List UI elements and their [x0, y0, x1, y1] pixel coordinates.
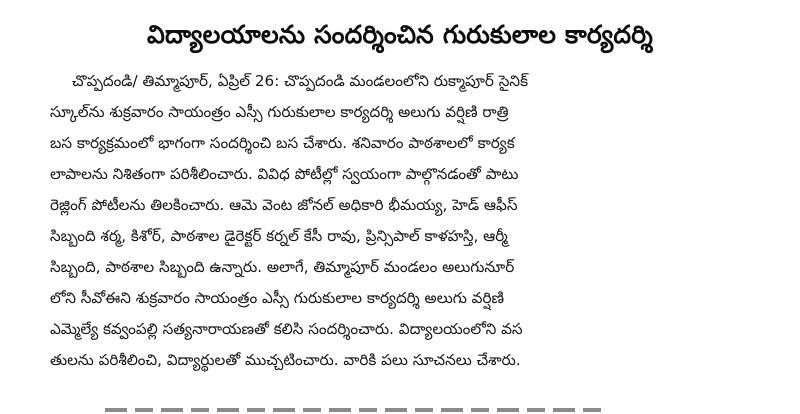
article-headline: విద్యాలయాలను సందర్శించిన గురుకులాల కార్యదర్శి — [147, 20, 653, 49]
cropped-next-line — [105, 402, 605, 414]
article-body — [50, 66, 730, 376]
article-line-1: చొప్పదండి/ తిమ్మాపూర్, ఏప్రిల్ 26: చొప్పదండి మండలంలోని రుక్మాపూర్ సైనిక్ — [72, 72, 528, 90]
article-line-5: రెజ్లింగ్ పోటీలను తిలకించారు. ఆమె వెంట జోనల్ అధికారి భీమయ్య, హెడ్ ఆఫీస్ — [50, 196, 518, 214]
article-line-3: బస కార్యక్రమంలో భాగంగా సందర్శించి బస చేశారు. శనివారం పాఠశాలలో కార్యక — [50, 134, 515, 152]
article-line-7: సిబ్బంది, పాఠశాల సిబ్బంది ఉన్నారు. అలాగే, తిమ్మాపూర్ మండలం అలుగునూర్ — [50, 258, 515, 276]
article-line-4: లాపాలను నిశితంగా పరిశీలించారు. వివిధ పోటీల్లో స్వయంగా పాల్గొనడంతో పాటు — [50, 165, 519, 183]
article-line-6: సిబ్బంది శర్మ, కిశోర్, పాఠశాల డైరెక్టర్ కర్నల్ కేసీ రావు, ప్రిన్సిపాల్ కాళహస్తి, ఆర్మీ — [50, 227, 508, 245]
article-line-10: తులను పరిశీలించి, విద్యార్థులతో ముచ్చటించారు. వారికి పలు సూచనలు చేశారు. — [50, 351, 521, 369]
article-line-2: స్కూల్‌ను శుక్రవారం సాయంత్రం ఎస్సీ గురుకులాల కార్యదర్శి అలుగు వర్షిణి రాత్రి — [50, 103, 509, 121]
article-line-8: లోని సీవోఈని శుక్రవారం సాయంత్రం ఎస్సీ గురుకులాల కార్యదర్శి అలుగు వర్షిణి — [50, 289, 505, 307]
article-line-9: ఎమ్మెల్యే కవ్వంపల్లి సత్యనారాయణతో కలిసి సందర్శించారు. విద్యాలయంలోని వస — [50, 320, 523, 338]
